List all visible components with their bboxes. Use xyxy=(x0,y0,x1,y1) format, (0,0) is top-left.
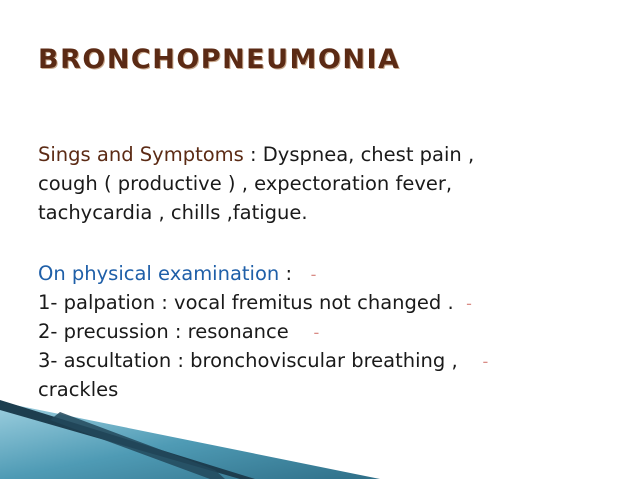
exam-continuation: crackles xyxy=(38,378,119,401)
signs-section xyxy=(38,140,628,227)
exam-item xyxy=(38,346,628,375)
exam-heading: On physical examination xyxy=(38,262,280,285)
exam-item-text: 1- palpation : vocal fremitus not changed . xyxy=(38,291,454,314)
exam-item-text: 3- ascultation : bronchoviscular breathing , xyxy=(38,349,458,372)
exam-item xyxy=(38,317,628,346)
signs-separator: : xyxy=(243,143,263,166)
bullet-marker: - xyxy=(313,323,320,342)
signs-line-2: cough ( productive ) , expectoration fever, xyxy=(38,172,453,195)
signs-line-1-text: Dyspnea, chest pain , xyxy=(262,143,475,166)
exam-item xyxy=(38,288,628,317)
signs-line-3: tachycardia , chills ,fatigue. xyxy=(38,201,308,224)
signs-heading: Sings and Symptoms xyxy=(38,143,244,166)
exam-item-text: 2- precussion : resonance xyxy=(38,320,289,343)
exam-section xyxy=(38,259,628,404)
bullet-marker: - xyxy=(482,352,489,371)
bullet-marker: - xyxy=(466,294,472,313)
exam-separator: : xyxy=(279,262,293,285)
bullet-marker: - xyxy=(310,265,317,284)
signs-line-1 xyxy=(38,140,628,169)
slide-title: BRONCHOPNEUMONIA xyxy=(38,44,401,75)
exam-heading-line xyxy=(38,259,628,288)
